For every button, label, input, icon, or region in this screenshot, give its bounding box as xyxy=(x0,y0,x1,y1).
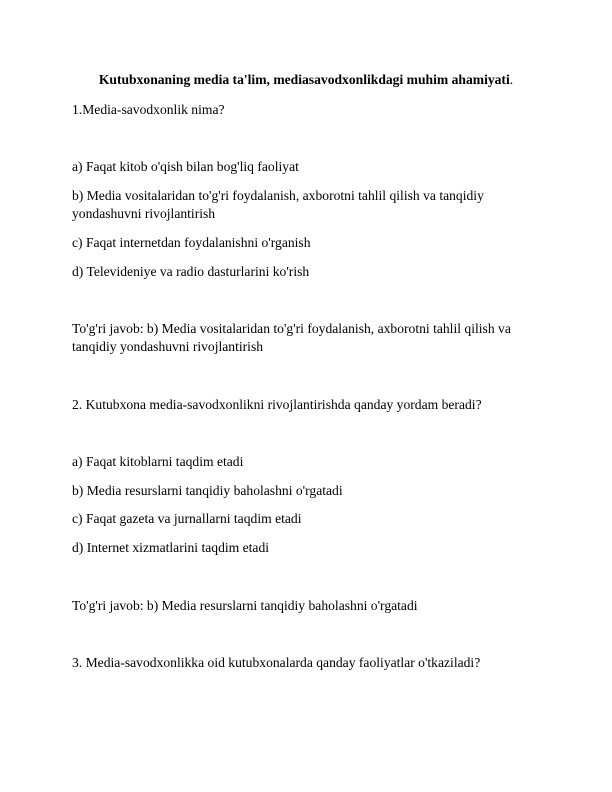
q1-option-a: a) Faqat kitob o'qish bilan bog'liq faoliyat xyxy=(72,159,299,174)
document-title xyxy=(72,71,540,89)
q2-option-c: c) Faqat gazeta va jurnallarni taqdim etadi xyxy=(72,511,302,526)
q2-answer: To'g'ri javob: b) Media resurslarni tanqidiy baholashni o'rgatadi xyxy=(72,598,418,613)
title-period: . xyxy=(509,72,514,87)
q1-option-d: d) Televideniye va radio dasturlarini ko'rish xyxy=(72,264,310,279)
q1-option-b: b) Media vositalaridan to'g'ri foydalanish, axborotni tahlil qilish va tanqidiy xyxy=(72,188,484,203)
q2-option-d: d) Internet xizmatlarini taqdim etadi xyxy=(72,540,270,555)
q1-answer-continued: tanqidiy yondashuvni rivojlantirish xyxy=(72,339,264,354)
question-3: 3. Media-savodxonlikka oid kutubxonalarda qanday faoliyatlar o'tkaziladi? xyxy=(72,655,481,670)
question-2: 2. Kutubxona media-savodxonlikni rivojlantirishda qanday yordam beradi? xyxy=(72,397,482,412)
q1-option-c: c) Faqat internetdan foydalanishni o'rganish xyxy=(72,235,311,250)
q1-answer: To'g'ri javob: b) Media vositalaridan to'g'ri foydalanish, axborotni tahlil qilish va xyxy=(72,321,511,336)
q2-option-b: b) Media resurslarni tanqidiy baholashni o'rgatadi xyxy=(72,483,343,498)
question-1: 1.Media-savodxonlik nima? xyxy=(72,102,225,117)
title-text: Kutubxonaning media ta'lim, mediasavodxonlikdagi muhim ahamiyati xyxy=(98,72,510,87)
q2-option-a: a) Faqat kitoblarni taqdim etadi xyxy=(72,454,244,469)
q1-option-b-continued: yondashuvni rivojlantirish xyxy=(72,206,216,221)
